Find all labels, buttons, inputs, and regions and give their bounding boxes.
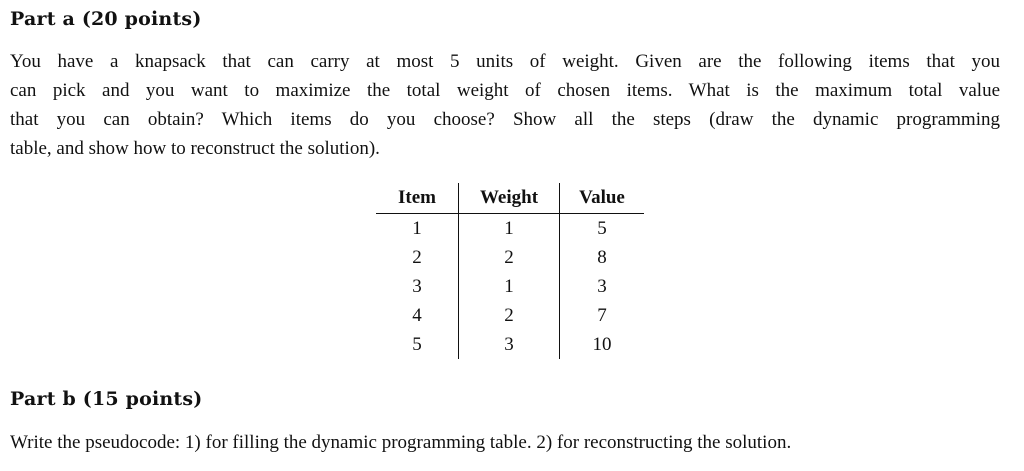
question-line: You have a knapsack that can carry at most 5 units of weight. Given are the following items that you [10,51,1000,72]
part-b-question-text [10,428,1000,457]
header-weight: Weight [459,183,560,214]
cell-value: 7 [597,304,607,326]
cell-value: 10 [592,333,612,355]
table-row [376,301,644,330]
header-value: Value [560,183,645,214]
cell-weight: 3 [459,330,560,359]
items-table [376,183,644,359]
table-row [376,272,644,301]
cell-item: 2 [376,243,459,272]
cell-value: 8 [597,246,607,268]
table-row [376,330,644,359]
part-b-heading: Part b (15 points) [10,388,203,410]
question-line: that you can obtain? Which items do you choose? Show all the steps (draw the dynamic programming [10,109,1000,130]
cell-item: 4 [376,301,459,330]
question-line: Write the pseudocode: 1) for filling the dynamic programming table. 2) for reconstructing the solution. [10,432,792,453]
cell-weight: 2 [459,301,560,330]
cell-weight: 1 [459,272,560,301]
cell-item: 5 [376,330,459,359]
items-table-container [376,183,644,359]
cell-item: 1 [376,214,459,244]
cell-item: 3 [376,272,459,301]
part-a-question-text [10,47,1000,163]
question-line: can pick and you want to maximize the total weight of chosen items. What is the maximum total value [10,80,1000,101]
cell-weight: 1 [459,214,560,244]
cell-value: 3 [597,275,607,297]
table-row [376,243,644,272]
question-line: table, and show how to reconstruct the solution). [10,138,380,159]
cell-weight: 2 [459,243,560,272]
table-header-row [376,183,644,214]
header-item: Item [376,183,459,214]
part-a-heading: Part a (20 points) [10,8,202,30]
cell-value: 5 [597,217,607,239]
table-row [376,214,644,244]
